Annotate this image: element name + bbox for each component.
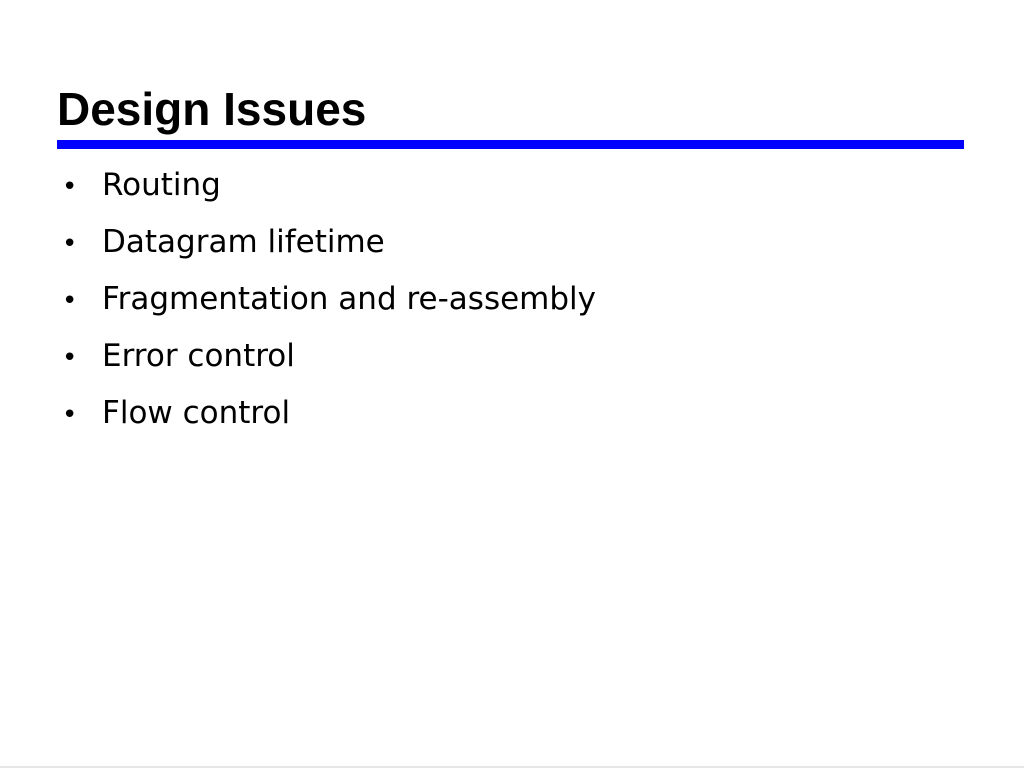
bullet-item-error-control	[60, 328, 596, 385]
bullet-text: Datagram lifetime	[102, 224, 385, 260]
bullet-text: Fragmentation and re-assembly	[102, 281, 597, 317]
bullet-list	[60, 157, 596, 442]
bullet-marker: •	[62, 400, 78, 430]
bullet-text: Flow control	[102, 395, 291, 431]
bullet-item-flow-control	[60, 385, 596, 442]
bullet-item-routing	[60, 157, 596, 214]
bullet-text: Error control	[102, 338, 295, 374]
title-underline	[57, 140, 964, 149]
bullet-marker: •	[62, 343, 78, 373]
bullet-item-datagram-lifetime	[60, 214, 596, 271]
bullet-text: Routing	[102, 167, 221, 203]
bullet-item-fragmentation	[60, 271, 596, 328]
bullet-marker: •	[62, 172, 78, 202]
bullet-marker: •	[62, 286, 78, 316]
bullet-marker: •	[62, 229, 78, 259]
slide-title: Design Issues	[57, 83, 367, 135]
